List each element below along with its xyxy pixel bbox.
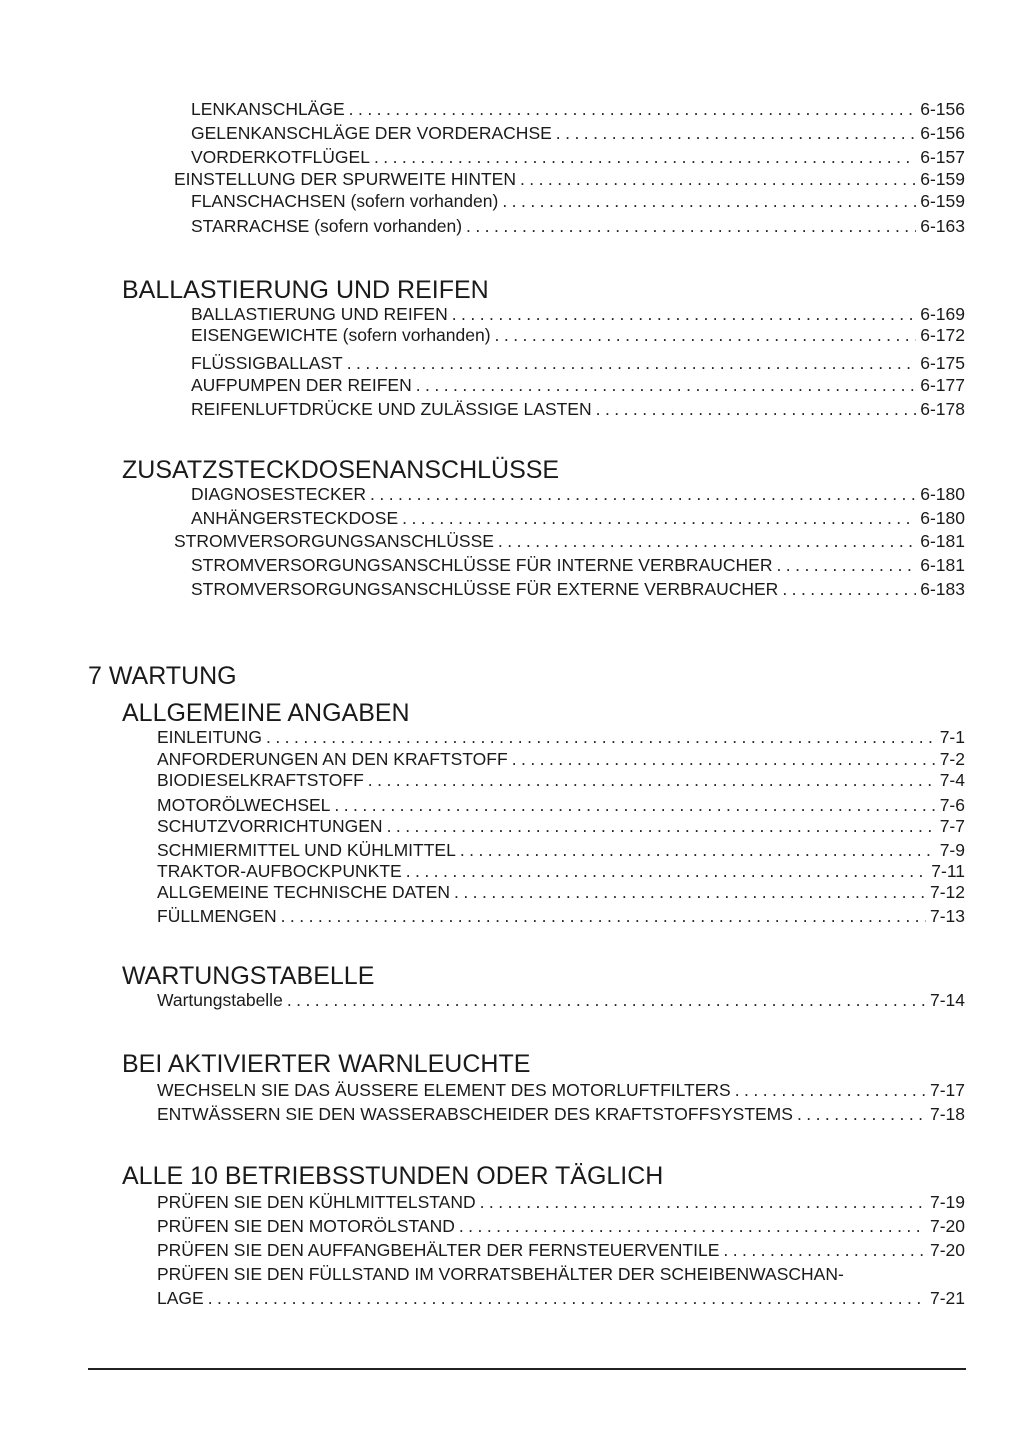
toc-entry-page: 6-156 [920, 123, 965, 143]
toc-entry-title: WECHSELN SIE DAS ÄUSSERE ELEMENT DES MOTORLUFTFILTERS [157, 1080, 731, 1100]
dot-leader [454, 881, 926, 903]
toc-entry[interactable] [157, 1079, 965, 1101]
toc-entry-page: 7-9 [939, 840, 965, 860]
toc-entry-page: 7-4 [939, 770, 965, 790]
toc-entry-title: BIODIESELKRAFTSTOFF [157, 770, 364, 790]
toc-entry[interactable] [157, 1191, 965, 1213]
dot-leader [460, 839, 936, 861]
dot-leader [374, 146, 916, 168]
dot-leader [452, 303, 917, 325]
toc-entry-page: 7-17 [929, 1080, 965, 1100]
toc-entry-page: 7-1 [939, 727, 965, 747]
toc-entry[interactable] [191, 215, 965, 237]
toc-entry-page: 6-157 [920, 147, 965, 167]
toc-entry-title: MOTORÖLWECHSEL [157, 795, 331, 815]
toc-entry-title: PRÜFEN SIE DEN AUFFANGBEHÄLTER DER FERNSTEUERVENTILE [157, 1240, 720, 1260]
toc-entry[interactable] [191, 146, 965, 168]
toc-entry-page: 6-175 [920, 353, 965, 373]
section-heading[interactable]: WARTUNGSTABELLE [122, 962, 375, 990]
toc-entry[interactable] [157, 860, 965, 882]
toc-entry-title: ALLGEMEINE TECHNISCHE DATEN [157, 882, 451, 902]
toc-entry-title: BALLASTIERUNG UND REIFEN [191, 304, 448, 324]
toc-entry-page: 7-6 [939, 795, 965, 815]
dot-leader [797, 1103, 926, 1125]
dot-leader [406, 860, 928, 882]
toc-entry-page: 6-156 [920, 99, 965, 119]
toc-entry-title: FLANSCHACHSEN (sofern vorhanden) [191, 191, 499, 211]
toc-entry-title: EISENGEWICHTE (sofern vorhanden) [191, 325, 491, 345]
toc-entry-title: LAGE [157, 1288, 204, 1308]
toc-entry[interactable] [191, 578, 965, 600]
toc-entry[interactable] [157, 726, 965, 748]
dot-leader [735, 1079, 926, 1101]
toc-entry[interactable] [157, 1239, 965, 1261]
toc-entry-title: STROMVERSORGUNGSANSCHLÜSSE FÜR INTERNE VERBRAUCHER [191, 555, 773, 575]
toc-entry[interactable] [157, 1215, 965, 1237]
dot-leader [334, 794, 935, 816]
toc-entry[interactable] [157, 1287, 965, 1309]
toc-entry-title: Wartungstabelle [157, 990, 283, 1010]
toc-entry[interactable] [191, 190, 965, 212]
toc-entry[interactable] [174, 168, 965, 190]
toc-entry-title: STROMVERSORGUNGSANSCHLÜSSE [174, 531, 494, 551]
dot-leader [347, 352, 917, 374]
toc-entry-page: 7-11 [931, 861, 965, 881]
dot-leader [349, 98, 917, 120]
dot-leader [498, 530, 916, 552]
dot-leader [596, 398, 917, 420]
toc-entry[interactable] [191, 374, 965, 396]
dot-leader [556, 122, 916, 144]
toc-entry-page: 7-13 [929, 906, 965, 926]
dot-leader [287, 989, 926, 1011]
toc-entry-title: ANFORDERUNGEN AN DEN KRAFTSTOFF [157, 749, 508, 769]
toc-entry[interactable] [157, 839, 965, 861]
toc-entry[interactable] [191, 398, 965, 420]
dot-leader [208, 1287, 926, 1309]
toc-entry-title: GELENKANSCHLÄGE DER VORDERACHSE [191, 123, 552, 143]
toc-entry-page: 7-2 [939, 749, 965, 769]
toc-entry[interactable] [191, 98, 965, 120]
toc-entry-title: REIFENLUFTDRÜCKE UND ZULÄSSIGE LASTEN [191, 399, 592, 419]
dot-leader [370, 483, 916, 505]
toc-entry-page: 6-183 [920, 579, 965, 599]
toc-entry-page: 6-172 [920, 325, 965, 345]
toc-entry-title-line1[interactable]: PRÜFEN SIE DEN FÜLLSTAND IM VORRATSBEHÄLTER DER SCHEIBENWASCHAN- [157, 1264, 844, 1284]
toc-entry-page: 7-21 [929, 1288, 965, 1308]
toc-entry-page: 7-19 [929, 1192, 965, 1212]
toc-entry-page: 6-181 [920, 555, 965, 575]
toc-entry[interactable] [191, 324, 965, 346]
toc-entry[interactable] [157, 1103, 965, 1125]
section-heading[interactable]: ZUSATZSTECKDOSENANSCHLÜSSE [122, 456, 560, 484]
dot-leader [281, 905, 926, 927]
toc-entry-page: 6-159 [920, 169, 965, 189]
dot-leader [495, 324, 917, 346]
toc-entry-page: 6-163 [920, 216, 965, 236]
toc-entry[interactable] [191, 554, 965, 576]
dot-leader [416, 374, 917, 396]
dot-leader [459, 1215, 926, 1237]
toc-entry-title: ENTWÄSSERN SIE DEN WASSERABSCHEIDER DES KRAFTSTOFFSYSTEMS [157, 1104, 793, 1124]
dot-leader [512, 748, 936, 770]
toc-entry-title: DIAGNOSESTECKER [191, 484, 367, 504]
toc-entry[interactable] [191, 303, 965, 325]
toc-entry[interactable] [157, 881, 965, 903]
footer-divider [88, 1368, 966, 1370]
toc-entry-page: 6-178 [920, 399, 965, 419]
toc-entry-page: 6-169 [920, 304, 965, 324]
toc-entry[interactable] [157, 815, 965, 837]
toc-entry-title: TRAKTOR-AUFBOCKPUNKTE [157, 861, 402, 881]
toc-entry-title: ANHÄNGERSTECKDOSE [191, 508, 399, 528]
toc-entry-page: 7-12 [929, 882, 965, 902]
dot-leader [480, 1191, 926, 1213]
section-heading[interactable]: ALLE 10 BETRIEBSSTUNDEN ODER TÄGLICH [122, 1162, 664, 1190]
toc-entry[interactable] [157, 748, 965, 770]
toc-entry[interactable] [157, 905, 965, 927]
section-heading[interactable]: BALLASTIERUNG UND REIFEN [122, 276, 489, 304]
toc-entry-page: 7-14 [929, 990, 965, 1010]
toc-entry-page: 7-18 [929, 1104, 965, 1124]
toc-entry[interactable] [174, 530, 965, 552]
toc-entry-title: LENKANSCHLÄGE [191, 99, 345, 119]
toc-entry[interactable] [191, 352, 965, 374]
toc-entry[interactable] [191, 122, 965, 144]
dot-leader [387, 815, 936, 837]
toc-entry-page: 6-180 [920, 508, 965, 528]
dot-leader [266, 726, 936, 748]
toc-entry[interactable] [157, 794, 965, 816]
toc-entry-page: 7-7 [939, 816, 965, 836]
chapter-heading[interactable]: 7 WARTUNG [88, 662, 237, 690]
toc-entry-title: SCHMIERMITTEL UND KÜHLMITTEL [157, 840, 456, 860]
toc-entry-page: 6-159 [920, 191, 965, 211]
toc-entry[interactable] [157, 989, 965, 1011]
toc-entry[interactable] [191, 483, 965, 505]
toc-entry-title: EINSTELLUNG DER SPURWEITE HINTEN [174, 169, 516, 189]
toc-entry-title: PRÜFEN SIE DEN MOTORÖLSTAND [157, 1216, 455, 1236]
toc-entry[interactable] [191, 507, 965, 529]
dot-leader [723, 1239, 926, 1261]
toc-entry-page: 6-177 [920, 375, 965, 395]
toc-entry-title: AUFPUMPEN DER REIFEN [191, 375, 412, 395]
dot-leader [368, 769, 936, 791]
section-heading[interactable]: BEI AKTIVIERTER WARNLEUCHTE [122, 1050, 531, 1078]
toc-entry-page: 6-180 [920, 484, 965, 504]
dot-leader [776, 554, 916, 576]
dot-leader [402, 507, 916, 529]
toc-entry-title: STROMVERSORGUNGSANSCHLÜSSE FÜR EXTERNE VERBRAUCHER [191, 579, 779, 599]
section-heading[interactable]: ALLGEMEINE ANGABEN [122, 699, 410, 727]
dot-leader [782, 578, 916, 600]
toc-entry-page: 7-20 [929, 1240, 965, 1260]
dot-leader [520, 168, 916, 190]
dot-leader [466, 215, 916, 237]
toc-entry-title: FÜLLMENGEN [157, 906, 277, 926]
toc-entry-title: PRÜFEN SIE DEN KÜHLMITTELSTAND [157, 1192, 476, 1212]
toc-entry[interactable] [157, 769, 965, 791]
toc-entry-title: STARRACHSE (sofern vorhanden) [191, 216, 463, 236]
toc-entry-page: 7-20 [929, 1216, 965, 1236]
dot-leader [502, 190, 916, 212]
toc-entry-page: 6-181 [920, 531, 965, 551]
toc-entry-title: VORDERKOTFLÜGEL [191, 147, 370, 167]
toc-entry-title: EINLEITUNG [157, 727, 263, 747]
toc-entry-title: SCHUTZVORRICHTUNGEN [157, 816, 383, 836]
toc-entry-title: FLÜSSIGBALLAST [191, 353, 343, 373]
